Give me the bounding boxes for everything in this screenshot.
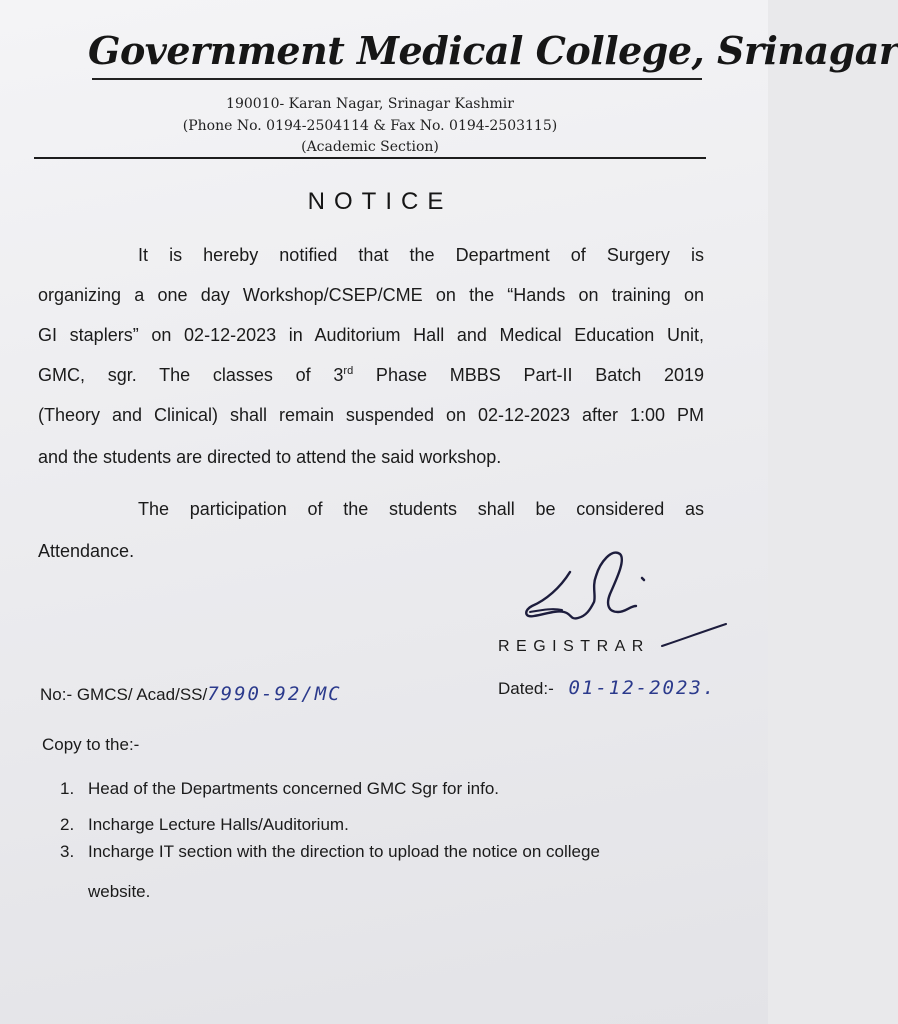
copy-to-item-continuation: website.: [88, 882, 151, 901]
date-line: [498, 677, 716, 699]
para1-line1: It is hereby notified that the Department of Surgery is: [138, 245, 704, 265]
date-handwritten: 01-12-2023.: [568, 677, 717, 699]
college-contact: (Phone No. 0194-2504114 & Fax No. 0194-2503115): [182, 118, 558, 134]
copy-to-item-number: 2.: [60, 815, 75, 834]
para1-line4-post: Phase MBBS Part-II Batch 2019: [353, 365, 705, 385]
para2-line1: The participation of the students shall be considered as: [138, 499, 704, 519]
copy-to-item-text: Head of the Departments concerned GMC Sgr for info.: [88, 779, 500, 798]
date-label: Dated:-: [498, 679, 554, 698]
copy-to-item: [60, 842, 600, 862]
copy-to-item-text: Incharge IT section with the direction to upload the notice on college: [88, 842, 600, 861]
para2-line2: Attendance.: [38, 541, 135, 561]
copy-to-item-text: Incharge Lecture Halls/Auditorium.: [88, 815, 349, 834]
copy-to-item-number: 3.: [60, 842, 75, 861]
para1-line3: GI staplers” on 02-12-2023 in Auditorium Hall and Medical Education Unit,: [38, 325, 704, 345]
ordinal-suffix: rd: [343, 365, 354, 377]
copy-to-item-number: 1.: [60, 779, 75, 798]
header-divider: [34, 157, 706, 159]
notice-heading: NOTICE: [307, 188, 453, 215]
registrar-title: REGISTRAR: [498, 638, 650, 655]
copy-to-label: Copy to the:-: [42, 735, 140, 754]
reference-number-handwritten: 7990-92/MC: [207, 683, 342, 705]
college-name-heading: Government Medical College, Srinagar: [88, 28, 898, 73]
heading-underline: [92, 78, 702, 80]
para1-line5: (Theory and Clinical) shall remain suspended on 02-12-2023 after 1:00 PM: [38, 405, 704, 425]
section-name: (Academic Section): [301, 139, 439, 155]
copy-to-item: [60, 779, 499, 799]
registrar-signature: [512, 540, 732, 640]
copy-to-item: [60, 815, 349, 835]
para1-line6: and the students are directed to attend the said workshop.: [38, 447, 502, 467]
reference-number-label: No:- GMCS/ Acad/SS/: [40, 685, 208, 704]
para1-line4: [38, 365, 704, 386]
para1-line2: organizing a one day Workshop/CSEP/CME on the “Hands on training on: [38, 285, 704, 305]
para1-line4-pre: GMC, sgr. The classes of 3: [38, 365, 344, 385]
reference-number: [40, 683, 342, 705]
college-address: 190010- Karan Nagar, Srinagar Kashmir: [226, 96, 514, 112]
